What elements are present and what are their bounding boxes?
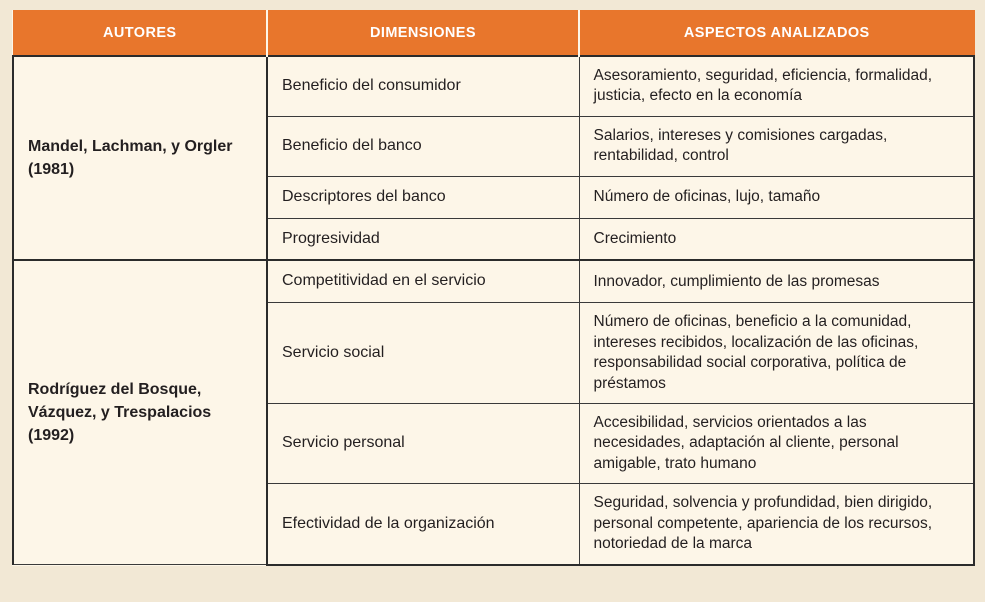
dimension-cell: Servicio personal — [267, 404, 579, 484]
author-cell: Mandel, Lachman, y Orgler (1981) — [13, 56, 267, 260]
aspects-cell: Número de oficinas, beneficio a la comunidad, intereses recibidos, localización de las oficinas, responsabilidad social corporativa, política de préstamos — [579, 303, 974, 404]
table-body — [13, 56, 974, 565]
dimension-cell: Beneficio del banco — [267, 116, 579, 176]
column-header-authors: AUTORES — [13, 11, 267, 57]
table-row — [13, 56, 974, 116]
aspects-cell: Seguridad, solvencia y profundidad, bien dirigido, personal competente, apariencia de los recursos, notoriedad de la marca — [579, 484, 974, 565]
aspects-cell: Innovador, cumplimiento de las promesas — [579, 260, 974, 302]
aspects-cell: Salarios, intereses y comisiones cargadas, rentabilidad, control — [579, 116, 974, 176]
dimension-cell: Servicio social — [267, 303, 579, 404]
dimension-cell: Beneficio del consumidor — [267, 56, 579, 116]
column-header-aspects: ASPECTOS ANALIZADOS — [579, 11, 974, 57]
author-cell: Rodríguez del Bosque, Vázquez, y Trespalacios (1992) — [13, 260, 267, 564]
aspects-cell: Crecimiento — [579, 218, 974, 260]
aspects-cell: Número de oficinas, lujo, tamaño — [579, 176, 974, 218]
dimension-cell: Progresividad — [267, 218, 579, 260]
aspects-cell: Asesoramiento, seguridad, eficiencia, formalidad, justicia, efecto en la economía — [579, 56, 974, 116]
column-header-dimensions: DIMENSIONES — [267, 11, 579, 57]
aspects-cell: Accesibilidad, servicios orientados a las necesidades, adaptación al cliente, personal amigable, trato humano — [579, 404, 974, 484]
dimension-cell: Competitividad en el servicio — [267, 260, 579, 302]
dimension-cell: Efectividad de la organización — [267, 484, 579, 565]
table-row — [13, 260, 974, 302]
dimensions-table — [12, 10, 975, 566]
dimension-cell: Descriptores del banco — [267, 176, 579, 218]
header-row — [13, 11, 974, 57]
table-header — [13, 11, 974, 57]
